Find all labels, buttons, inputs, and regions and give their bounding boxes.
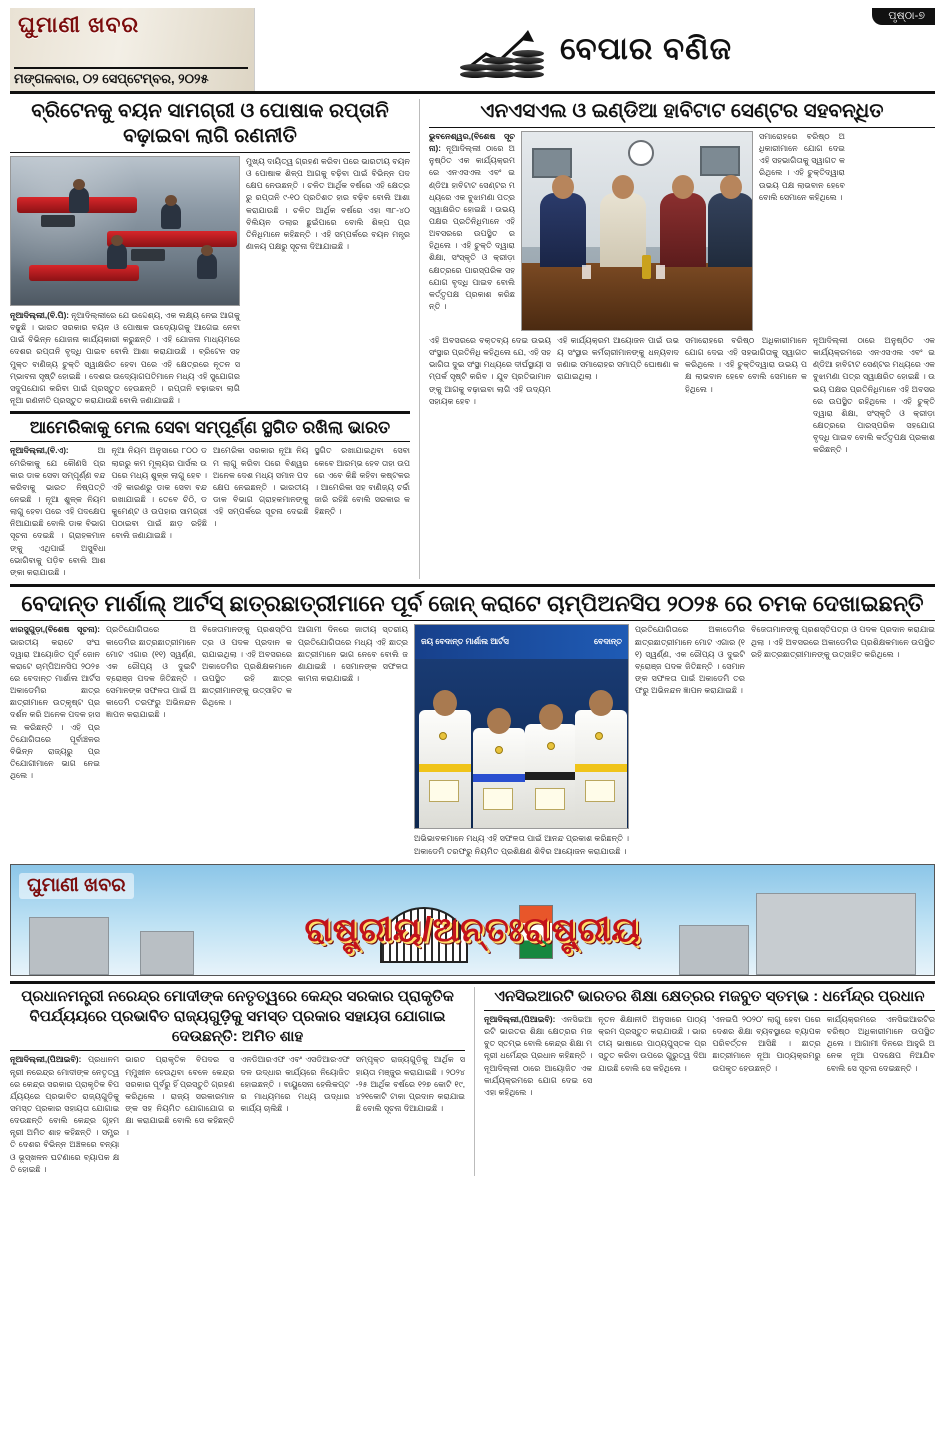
- masthead-center: [255, 8, 935, 91]
- glass-icon: [582, 265, 591, 279]
- story6-col4: କାର୍ଯ୍ୟକ୍ରମରେ ଏନସିଇଆରଟିର ବରିଷ୍ଠ ଅଧିକାରୀମାନେ ଉପସ୍ଥିତ ଥିଲେ । ଆଗାମୀ ଦିନରେ ଆହୁରି ଅନେକ ନୂଆ ପଦକ୍ଷେପ ନିଆଯିବ ବୋଲି ସେ ସୂଚନା ଦେଇଛନ୍ତି ।: [826, 1014, 935, 1073]
- glass-icon: [656, 265, 665, 279]
- masthead: [10, 8, 935, 94]
- story4-col5: ଅଭିଭାବକମାନେ ମଧ୍ୟ ଏହି ସଫଳତା ପାଇଁ ଆନନ୍ଦ ପ୍ରକାଶ କରିଛନ୍ତି । ଅକାଡେମି ତରଫରୁ ନିୟମିତ ପ୍ରଶିକ୍ଷଣ ଶିବିର ଆୟୋଜନ କରାଯାଉଛି ।: [414, 834, 629, 856]
- story5-col3: ଏନଡିଆରଏଫ ଏବଂ ଏସଡିଆରଏଫ ଦଳ ଉଦ୍ଧାର କାର୍ଯ୍ୟରେ ନିୟୋଜିତ ହୋଇଛନ୍ତି । ବାୟୁସେନା ହେଲିକପ୍ଟର ମାଧ୍ୟମରେ ମଧ୍ୟ ଉଦ୍ଧାର କାର୍ଯ୍ୟ ଚାଲିଛି ।: [240, 1055, 350, 1114]
- story1-col2: ମୁଖ୍ୟ ଦାୟିତ୍ୱ ଗ୍ରହଣ କରିବା ପରେ ଭାରତୀୟ ବୟନ ଓ ପୋଷାକ ଶିଳ୍ପ ଆଗକୁ ବଢ଼ିବା ପାଇଁ ବିଭିନ୍ନ ପଦକ୍ଷେପ ନେଉଛନ୍ତି । ଚଳିତ ଆର୍ଥିକ ବର୍ଷରେ ଏହି କ୍ଷେତ୍ରରୁ ରପ୍ତାନି ୯-୧୦ ପ୍ରତିଶତ ହାର ବଢ଼ିବ ବୋଲି ଆଶା କରାଯାଉଛି । ଚଳିତ ଆର୍ଥିକ ବର୍ଷରେ ଏହା ୩୮-୪୦ ବିଲିୟନ ଡଲାର ଛୁଇଁପାରେ ବୋଲି ଶିଳ୍ପ ପ୍ରତିନିଧିମାନେ କହିଛନ୍ତି । ଏହି ସମ୍ପର୍କରେ ବୟନ ମନ୍ତ୍ରଣାଳୟ ପକ୍ଷରୁ ସୂଚନା ଦିଆଯାଇଛି ।: [246, 157, 410, 251]
- story-ncert-pradhan: [484, 987, 935, 1176]
- story-nsl-habitat: [429, 99, 935, 579]
- story-amit-shah: [10, 987, 465, 1176]
- wall-clock-icon: [628, 140, 654, 166]
- story2-col1: ନୂଆଦିଲ୍ଲୀ,(ବି.ଏ): ଆମେରିକାକୁ ଯେ କୌଣସି ପ୍ରକାର ଡାକ ସେବା ସମ୍ପୂର୍ଣ୍ଣ ବନ୍ଦ କରିବାକୁ ଭାରତ ନିଷ୍ପତ୍ତି ନେଇଛି । ନୂଆ ଶୁଳ୍କ ନିୟମ ଲାଗୁ ହେବା ପରେ ଏହି ପଦକ୍ଷେପ ନିଆଯାଇଛି ବୋଲି ଡାକ ବିଭାଗ ସୂଚନା ଦେଇଛି । ଗ୍ରାହକମାନଙ୍କୁ ଏଥିପାଇଁ ଅସୁବିଧା ଭୋଗିବାକୁ ପଡ଼ିବ ବୋଲି ଆଶଙ୍କା କରାଯାଉଛି ।: [10, 446, 106, 577]
- publication-logo: ଘୁମାଣୀ ଖବର: [18, 12, 140, 37]
- story1-photo-garment-factory: [10, 156, 240, 306]
- story4-photo-karate-winners: [414, 624, 629, 829]
- story5-col1: ନୂଆଦିଲ୍ଲୀ,(ପିଆଇବି): ପ୍ରଧାନମନ୍ତ୍ରୀ ନରେନ୍ଦ୍ର ମୋଦୀଙ୍କ ନେତୃତ୍ୱରେ କେନ୍ଦ୍ର ସରକାର ପ୍ରାକୃତିକ ବିପର୍ଯ୍ୟୟରେ ପ୍ରଭାବିତ ରାଜ୍ୟଗୁଡ଼ିକୁ ସମସ୍ତ ପ୍ରକାର ସହାୟତା ଯୋଗାଇ ଦେଉଛନ୍ତି ବୋଲି କେନ୍ଦ୍ର ଗୃହମନ୍ତ୍ରୀ ଅମିତ ଶାହ କହିଛନ୍ତି । ସମ୍ପ୍ରତି ଦେଶର ବିଭିନ୍ନ ଅଞ୍ଚଳରେ ବନ୍ୟା ଓ ଭୂସ୍ଖଳନ ଘଟଣାରେ ବ୍ୟାପକ କ୍ଷତି ହୋଇଛି ।: [10, 1055, 120, 1174]
- story-vedanta-karate: [10, 624, 935, 857]
- story3-headline: ଏନଏସଏଲ ଓ ଇଣ୍ଡିଆ ହାବିଟାଟ ସେଣ୍ଟର ସହବନ୍ଧିତ: [480, 100, 884, 122]
- story4-col4: ଆଗାମୀ ଦିନରେ ଜାତୀୟ ସ୍ତରୀୟ ପ୍ରତିଯୋଗିତାରେ ମଧ୍ୟ ଏହି ଛାତ୍ରଛାତ୍ରୀମାନେ ଭାଗ ନେବେ ବୋଲି ଜଣାଯାଇଛି । ସେମାନଙ୍କ ସଫଳତା କାମନା କରାଯାଇଛି ।: [298, 625, 408, 683]
- event-banner-left-text: ଜୟ ବେଦାନ୍ତ ମାର୍ଶାଲ ଆର୍ଟସ: [421, 637, 509, 647]
- band-title: ରାଷ୍ଟ୍ରୀୟ/ଅନ୍ତଃରାଷ୍ଟ୍ରୀୟ: [304, 910, 641, 949]
- story6-dateline: ନୂଆଦିଲ୍ଲୀ,(ପିଆଇବି):: [484, 1014, 556, 1024]
- story3-col3-cont: ସମାରୋହରେ ବରିଷ୍ଠ ଅଧିକାରୀମାନେ ଯୋଗ ଦେଇ ଏହି ସହଭାଗିତାକୁ ସ୍ୱାଗତ କରିଥିଲେ । ଏହି ଚୁକ୍ତିଦ୍ୱାରା ଉଭୟ ପକ୍ଷ ଲାଭବାନ ହେବେ ବୋଲି ସେମାନେ କହିଥିଲେ ।: [685, 336, 807, 394]
- story3-dateline: ଭୁବନେଶ୍ୱର,(ବିଶେଷ ସୂଚନା):: [429, 132, 515, 154]
- national-section-banner: [10, 864, 935, 976]
- band-publication-logo: ଘୁମାଣୀ ଖବର: [19, 873, 134, 899]
- page-number-badge: ପୃଷ୍ଠା-୭: [872, 8, 935, 25]
- event-banner: [415, 625, 628, 659]
- story1-headline: ବ୍ରିଟେନକୁ ବୟନ ସାମଗ୍ରୀ ଓ ପୋଷାକ ରପ୍ତାନି ବଢ଼ାଇବା ଲାଗି ରଣନୀତି: [31, 100, 389, 147]
- section-title: ବେପାର ବଣିଜ: [559, 31, 733, 66]
- top-section: [10, 99, 935, 579]
- publication-date: ମଙ୍ଗଳବାର, ୦୨ ସେପ୍ଟେମ୍ବର, ୨୦୨୫: [14, 67, 248, 87]
- story3-photo-mou-signing: [521, 131, 753, 331]
- bottom-section: [10, 987, 935, 1176]
- story-textiles-export: [10, 99, 410, 579]
- story3-col3: ସମାରୋହରେ ବରିଷ୍ଠ ଅଧିକାରୀମାନେ ଯୋଗ ଦେଇ ଏହି ସହଭାଗିତାକୁ ସ୍ୱାଗତ କରିଥିଲେ । ଏହି ଚୁକ୍ତିଦ୍ୱାରା ଉଭୟ ପକ୍ଷ ଲାଭବାନ ହେବେ ବୋଲି ସେମାନେ କହିଥିଲେ ।: [759, 132, 845, 202]
- story3-col1: ଭୁବନେଶ୍ୱର,(ବିଶେଷ ସୂଚନା): ନୂଆଦିଲ୍ଲୀ ଠାରେ ଅନୁଷ୍ଠିତ ଏକ କାର୍ଯ୍ୟକ୍ରମରେ ଏନଏସଏଲ ଏବଂ ଇଣ୍ଡିଆ ହାବିଟାଟ ସେଣ୍ଟର ମଧ୍ୟରେ ଏକ ବୁଝାମଣା ପତ୍ର ସ୍ୱାକ୍ଷରିତ ହୋଇଛି । ଉଭୟ ପକ୍ଷର ପ୍ରତିନିଧିମାନେ ଏହି ଅବସରରେ ଉପସ୍ଥିତ ରହିଥିଲେ । ଏହି ଚୁକ୍ତି ଦ୍ୱାରା ଶିକ୍ଷା, ସଂସ୍କୃତି ଓ କ୍ରୀଡ଼ା କ୍ଷେତ୍ରରେ ପାରସ୍ପରିକ ସହଯୋଗ ବୃଦ୍ଧି ପାଇବ ବୋଲି କର୍ତ୍ତୃପକ୍ଷ ପ୍ରକାଶ କରିଛନ୍ତି ।: [429, 132, 515, 311]
- story6-headline: ଏନସିଇଆରଟି ଭାରତର ଶିକ୍ଷା କ୍ଷେତ୍ରର ମଜବୁତ ସ୍ତମ୍ଭ : ଧର୍ମେନ୍ଦ୍ର ପ୍ରଧାନ: [494, 987, 925, 1005]
- story2-col3: ଆମେରିକା ସରକାର ନୂଆ ନିୟମ ଲାଗୁ କରିବା ପରେ ବିଶ୍ୱର ଅନେକ ଦେଶ ମଧ୍ୟ ସମାନ ପଦକ୍ଷେପ ନେଇଛନ୍ତି । ଭାରତୀୟ ଡାକ ବିଭାଗ ଗ୍ରାହକମାନଙ୍କୁ ଏହି ସମ୍ପର୍କରେ ସୂଚନା ଦେଇଛି ।: [213, 446, 309, 529]
- story3-col1-cont: ନୂଆଦିଲ୍ଲୀ ଠାରେ ଅନୁଷ୍ଠିତ ଏକ କାର୍ଯ୍ୟକ୍ରମରେ ଏନଏସଏଲ ଏବଂ ଇଣ୍ଡିଆ ହାବିଟାଟ ସେଣ୍ଟର ମଧ୍ୟରେ ଏକ ବୁଝାମଣା ପତ୍ର ସ୍ୱାକ୍ଷରିତ ହୋଇଛି । ଉଭୟ ପକ୍ଷର ପ୍ରତିନିଧିମାନେ ଏହି ଅବସରରେ ଉପସ୍ଥିତ ରହିଥିଲେ । ଏହି ଚୁକ୍ତି ଦ୍ୱାରା ଶିକ୍ଷା, ସଂସ୍କୃତି ଓ କ୍ରୀଡ଼ା କ୍ଷେତ୍ରରେ ପାରସ୍ପରିକ ସହଯୋଗ ବୃଦ୍ଧି ପାଇବ ବୋଲି କର୍ତ୍ତୃପକ୍ଷ ପ୍ରକାଶ କରିଛନ୍ତି ।: [813, 336, 935, 455]
- story2-dateline: ନୂଆଦିଲ୍ଲୀ,(ବି.ଏ):: [10, 446, 69, 456]
- story5-col4: ସମ୍ପୃକ୍ତ ରାଜ୍ୟଗୁଡ଼ିକୁ ଆର୍ଥିକ ସହାୟତା ମଞ୍ଜୁର କରାଯାଇଛି । ୨୦୨୪-୨୫ ଆର୍ଥିକ ବର୍ଷରେ ୧୨୭ କୋଟି ୧୯,୪୨୧କୋଟି ଟାକା ପ୍ରଦାନ କରାଯାଇଛି ବୋଲି ସୂଚନା ଦିଆଯାଇଛି ।: [355, 1055, 465, 1114]
- story4-col7: ବିଜେତାମାନଙ୍କୁ ପ୍ରଶସ୍ତିପତ୍ର ଓ ପଦକ ପ୍ରଦାନ କରାଯାଇଥିଲା । ଏହି ଅବସରରେ ଅକାଡେମିର ପ୍ରଶିକ୍ଷକମାନେ ଉପସ୍ଥିତ ରହି ଛାତ୍ରଛାତ୍ରୀମାନଙ୍କୁ ଉତ୍ସାହିତ କରିଥିଲେ ।: [751, 625, 935, 659]
- story3-col4: ଏହି କାର୍ଯ୍ୟକ୍ରମ ଆୟୋଜନ ପାଇଁ ଉଭୟ ସଂସ୍ଥାର କର୍ମଚାରୀମାନଙ୍କୁ ଧନ୍ୟବାଦ ଜଣାଇ ସମାରୋହର ସମାପ୍ତି ଘୋଷଣା କରାଯାଇଥିଲା ।: [557, 336, 679, 382]
- masthead-left: [10, 8, 255, 91]
- story2-col4: ସ୍ଥଗିତ ରଖାଯାଇଥିବା ସେବା କେବେ ଆରମ୍ଭ ହେବ ତାହା ଉପରେ ଏବେ କିଛି କହିବା କଷ୍ଟକର । ଆମେରିକା ସହ ବାଣିଜ୍ୟ ଚର୍ଚ୍ଚା ଜାରି ରହିଛି ବୋଲି ସରକାର କହିଛନ୍ତି ।: [314, 446, 410, 517]
- bottle-icon: [642, 255, 651, 279]
- story5-col2: ଭାରତ ପ୍ରାକୃତିକ ବିପଦର ସମ୍ମୁଖୀନ ହେଉଥିବା ବେଳେ କେନ୍ଦ୍ର ସରକାର ପୂର୍ବରୁ ହିଁ ପ୍ରସ୍ତୁତି ଗ୍ରହଣ କରିଥିଲେ । ରାଜ୍ୟ ସରକାରମାନଙ୍କ ସହ ନିୟମିତ ଯୋଗାଯୋଗ ରକ୍ଷା କରାଯାଇଛି ବୋଲି ସେ କହିଛନ୍ତି ।: [125, 1055, 235, 1138]
- story6-col2: ନୂତନ ଶିକ୍ଷାନୀତି ଅନୁସାରେ ପାଠ୍ୟକ୍ରମ ପ୍ରସ୍ତୁତ କରାଯାଉଛି । ଭାରତୀୟ ଭାଷାରେ ପାଠ୍ୟପୁସ୍ତକ ପ୍ରସ୍ତୁତ କରିବା ଉପରେ ଗୁରୁତ୍ୱ ଦିଆଯାଉଛି ବୋଲି ସେ କହିଥିଲେ ।: [598, 1014, 707, 1073]
- story1-col1: ନୂଆଦିଲ୍ଲୀ,(ବି.ପି): ନୂଆଦିଲ୍ଲୀରେ ଯେ ଉଦ୍ଦେଶ୍ୟ, ଏକ ଲକ୍ଷ୍ୟ ନେଇ ଆଗକୁ ବଢୁଛି । ଭାରତ ସରକାର ବୟନ ଓ ପୋଷାକ ଉଦ୍ୟୋଗକୁ ଆଗେଇ ନେବା ପାଇଁ ବିଭିନ୍ନ ଯୋଜନା କାର୍ଯ୍ୟକାରୀ କରୁଛନ୍ତି । ଏହି ଯୋଜନା ମାଧ୍ୟମରେ ଦେଶର ରପ୍ତାନି ବୃଦ୍ଧି ପାଇବ ବୋଲି ଆଶା କରାଯାଉଛି । ବ୍ରିଟେନ ସହ ମୁକ୍ତ ବାଣିଜ୍ୟ ଚୁକ୍ତି ସ୍ୱାକ୍ଷରିତ ହେବା ପରେ ଏହି କ୍ଷେତ୍ରରେ ନୂତନ ସମ୍ଭାବନା ସୃଷ୍ଟି ହୋଇଛି । ଦେଶର ଉଦ୍ୟୋଗପତିମାନେ ମଧ୍ୟ ଏହି ସୁଯୋଗର ସଦୁପଯୋଗ କରିବା ପାଇଁ ପ୍ରସ୍ତୁତ ହେଉଛନ୍ତି । ରପ୍ତାନି ବଢ଼ାଇବା ଲାଗି ନୂଆ ରଣନୀତି ପ୍ରସ୍ତୁତ କରାଯାଉଛି ବୋଲି ଜଣାଯାଇଛି ।: [10, 311, 240, 405]
- story6-col1: ନୂଆଦିଲ୍ଲୀ,(ପିଆଇବି): ଏନସିଇଆରଟି ଭାରତର ଶିକ୍ଷା କ୍ଷେତ୍ରର ମଜବୁତ ସ୍ତମ୍ଭ ବୋଲି କେନ୍ଦ୍ର ଶିକ୍ଷା ମନ୍ତ୍ରୀ ଧର୍ମେନ୍ଦ୍ର ପ୍ରଧାନ କହିଛନ୍ତି । ନୂଆଦିଲ୍ଲୀ ଠାରେ ଆୟୋଜିତ ଏକ କାର୍ଯ୍ୟକ୍ରମରେ ଯୋଗ ଦେଇ ସେ ଏହା କହିଥିଲେ ।: [484, 1014, 593, 1097]
- story2-headline: ଆମେରିକାକୁ ମେଲ ସେବା ସମ୍ପୂର୍ଣ୍ଣ ସ୍ଥଗିତ ରଖିଲା ଭାରତ: [29, 418, 391, 438]
- story4-col6: ପ୍ରତିଯୋଗିତାରେ ଅକାଡେମିର ଛାତ୍ରଛାତ୍ରୀମାନେ ମୋଟ ଏଗାର (୧୧) ସ୍ୱର୍ଣ୍ଣ, ଏକ ରୌପ୍ୟ ଓ ଦୁଇଟି ବ୍ରୋଞ୍ଜ ପଦକ ଜିତିଛନ୍ତି । ସେମାନଙ୍କ ସଫଳତା ପାଇଁ ଅକାଡେମି ତରଫରୁ ଅଭିନନ୍ଦନ ଜ୍ଞାପନ କରାଯାଇଛି ।: [635, 625, 745, 696]
- story4-dateline: ଝାରସୁଗୁଡ଼ା,(ବିଶେଷ ସୂଚନା):: [10, 625, 100, 635]
- story5-headline: ପ୍ରଧାନମନ୍ତ୍ରୀ ନରେନ୍ଦ୍ର ମୋଦୀଙ୍କ ନେତୃତ୍ୱରେ କେନ୍ଦ୍ର ସରକାର ପ୍ରାକୃତିକ ବିପର୍ଯ୍ୟୟରେ ପ୍ରଭାବିତ ରାଜ୍ୟଗୁଡ଼ିକୁ ସମସ୍ତ ପ୍ରକାର ସହାୟତା ଯୋଗାଇ ଦେଉଛନ୍ତି: ଅମିତ ଶାହ: [21, 987, 454, 1046]
- story4-col1: ଝାରସୁଗୁଡ଼ା,(ବିଶେଷ ସୂଚନା): ଭାରତୀୟ କରାଟେ ସଂଘ ଦ୍ୱାରା ଆୟୋଜିତ ପୂର୍ବ ଜୋନ କରାଟେ ଚାମ୍ପିଅନସିପ ୨୦୨୫ରେ ବେଦାନ୍ତ ମାର୍ଶାଲ ଆର୍ଟସ ଅକାଡେମିର ଛାତ୍ରଛାତ୍ରୀମାନେ ଉତ୍କୃଷ୍ଟ ପ୍ରଦର୍ଶନ କରି ଅନେକ ପଦକ ହାସଲ କରିଛନ୍ତି । ଏହି ପ୍ରତିଯୋଗିତାରେ ପୂର୍ବାଞ୍ଚଳର ବିଭିନ୍ନ ରାଜ୍ୟରୁ ପ୍ରତିଯୋଗୀମାନେ ଭାଗ ନେଇଥିଲେ ।: [10, 625, 100, 781]
- story4-col2: ପ୍ରତିଯୋଗିତାରେ ଅକାଡେମିର ଛାତ୍ରଛାତ୍ରୀମାନେ ମୋଟ ଏଗାର (୧୧) ସ୍ୱର୍ଣ୍ଣ, ଏକ ରୌପ୍ୟ ଓ ଦୁଇଟି ବ୍ରୋଞ୍ଜ ପଦକ ଜିତିଛନ୍ତି । ସେମାନଙ୍କ ସଫଳତା ପାଇଁ ଅକାଡେମି ତରଫରୁ ଅଭିନନ୍ଦନ ଜ୍ଞାପନ କରାଯାଇଛି ।: [106, 625, 196, 720]
- story5-dateline: ନୂଆଦିଲ୍ଲୀ,(ପିଆଇବି):: [10, 1055, 82, 1065]
- event-banner-right-text: ବେଦାନ୍ତ: [593, 637, 622, 647]
- story4-headline: ବେଦାନ୍ତ ମାର୍ଶାଲ୍ ଆର୍ଟସ୍ ଛାତ୍ରଛାତ୍ରୀମାନେ ପୂର୍ବ ଜୋନ୍ କରାଟେ ଚାମ୍ପିଅନସିପ ୨୦୨୫ ରେ ଚମକ ଦେଖାଇଛନ୍ତି: [21, 590, 924, 616]
- story2-col2: ନୂଆ ନିୟମ ଅନୁସାରେ ୮୦୦ ଡଲାରରୁ କମ ମୂଲ୍ୟର ପାର୍ସଲ ଉପରେ ମଧ୍ୟ ଶୁଳ୍କ ଲାଗୁ ହେବ । ଏହି କାରଣରୁ ଡାକ ସେବା ବନ୍ଦ ରଖାଯାଇଛି । ତେବେ ଚିଠି, ଡକୁମେଣ୍ଟ ଓ ଉପହାର ସାମଗ୍ରୀ ପଠାଇବା ପାଇଁ ଛାଡ଼ ରହିଛି ବୋଲି ଜଣାଯାଇଛି ।: [111, 446, 207, 541]
- story4-col3: ବିଜେତାମାନଙ୍କୁ ପ୍ରଶସ୍ତିପତ୍ର ଓ ପଦକ ପ୍ରଦାନ କରାଯାଇଥିଲା । ଏହି ଅବସରରେ ଅକାଡେମିର ପ୍ରଶିକ୍ଷକମାନେ ଉପସ୍ଥିତ ରହି ଛାତ୍ରଛାତ୍ରୀମାନଙ୍କୁ ଉତ୍ସାହିତ କରିଥିଲେ ।: [202, 625, 292, 708]
- story3-col2: ଏହି ଅବସରରେ ବକ୍ତବ୍ୟ ଦେଇ ଉଭୟ ସଂସ୍ଥାର ପ୍ରତିନିଧି କହିଥିଲେ ଯେ, ଏହି ସହଭାଗିତା ଦୁଇ ସଂସ୍ଥା ମଧ୍ୟରେ ଦୀର୍ଘସ୍ଥାୟୀ ସମ୍ପର୍କ ସୃଷ୍ଟି କରିବ । ଯୁବ ପ୍ରତିଭାମାନଙ୍କୁ ଆଗକୁ ବଢ଼ାଇବା ଲାଗି ଏହି ଉଦ୍ୟମ ସହାୟକ ହେବ ।: [429, 336, 551, 406]
- coin-stack-icon: [458, 20, 550, 80]
- story-mail-suspended: [10, 445, 410, 579]
- story1-dateline: ନୂଆଦିଲ୍ଲୀ,(ବି.ପି):: [10, 311, 69, 320]
- story6-col3: 'ଏନଇପି ୨୦୨୦' ଲାଗୁ ହେବା ପରେ ଦେଶର ଶିକ୍ଷା ବ୍ୟବସ୍ଥାରେ ବ୍ୟାପକ ପରିବର୍ତ୍ତନ ଆସିଛି । ଛାତ୍ରଛାତ୍ରୀମାନେ ନୂଆ ପାଠ୍ୟକ୍ରମରୁ ଉପକୃତ ହେଉଛନ୍ତି ।: [712, 1014, 821, 1073]
